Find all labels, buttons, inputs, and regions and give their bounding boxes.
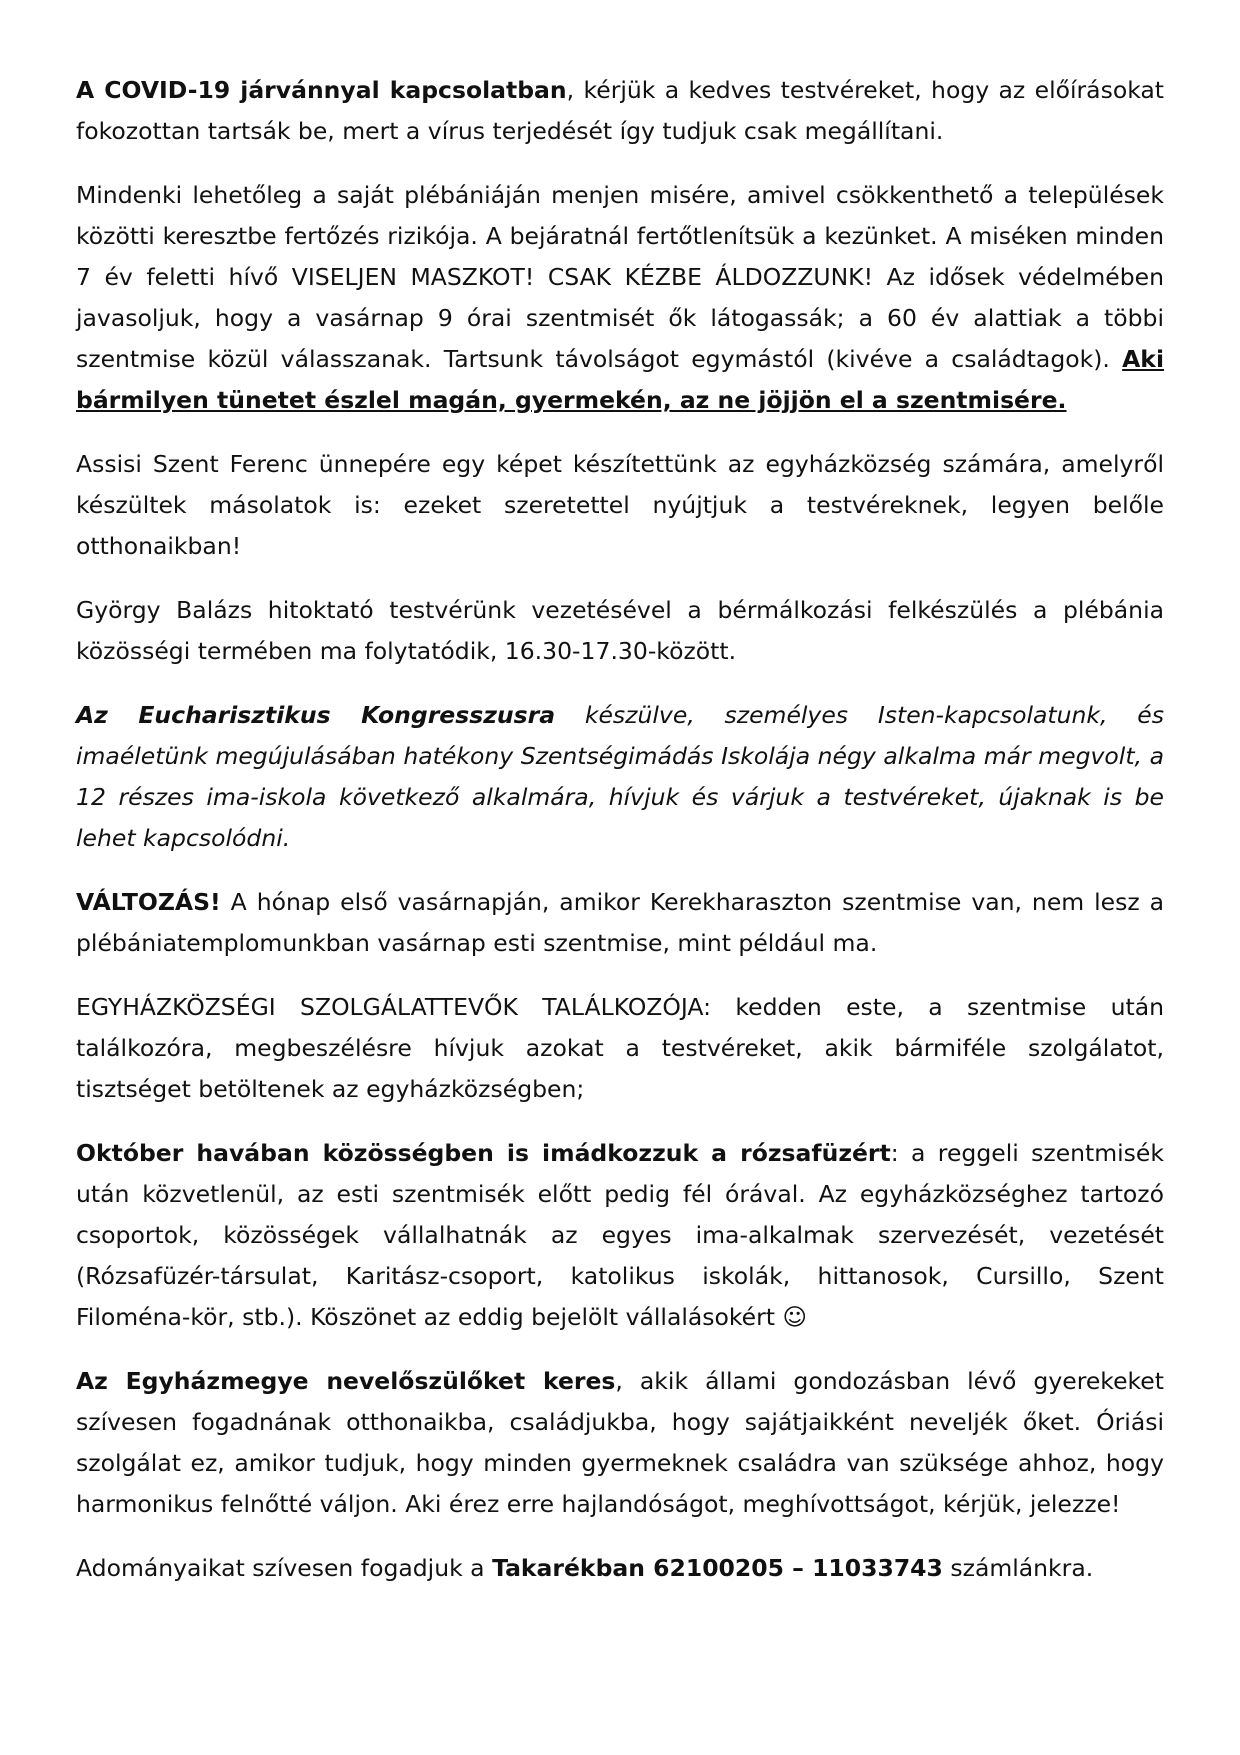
mass-rules-warning: Aki bármilyen tünetet észlel magán, gyermekén, az ne jöjjön el a szentmisére. [76,345,1164,414]
servants-meeting-text: EGYHÁZKÖZSÉGI SZOLGÁLATTEVŐK TALÁLKOZÓJA: kedden este, a szentmise után találkozóra, megbeszélésre hívjuk azokat a testvéreket, akik bármiféle szolgálatot, tisztséget betöltenek az egyházközségben; [76,993,1164,1103]
foster-heading: Az Egyházmegye nevelőszülőket keres [76,1367,616,1395]
donation-text: Adományaikat szívesen fogadjuk a [76,1554,493,1582]
foster-text: , akik állami gondozásban lévő gyerekeket szívesen fogadnának otthonaikba, családjukba, hogy sajátjaikként neveljék őket. Óriási szolgálat ez, amikor tudjuk, hogy minden gyermeknek családra van szüksége ahhoz, hogy harmonikus felnőtté váljon. Aki érez erre hajlandóságot, meghívottságot, kérjük, jelezze! [76,1367,1164,1518]
change-heading: VÁLTOZÁS! [76,888,221,916]
paragraph-covid [76,70,1164,152]
paragraph-change [76,882,1164,964]
paragraph-donation [76,1548,1164,1589]
change-text: A hónap első vasárnapján, amikor Kerekharaszton szentmise van, nem lesz a plébániatemplomunkban vasárnap esti szentmise, mint például ma. [76,888,1164,957]
donation-account: Takarékban 62100205 – 11033743 [492,1554,943,1582]
rosary-text: : a reggeli szentmisék után közvetlenül, az esti szentmisék előtt pedig fél órával. Az egyházközséghez tartozó csoportok, közösségek vállalhatnák az egyes ima-alkalmak szervezését, vezetését (Rózsafüzér-társulat, Karitász-csoport, katolikus iskolák, hittanosok, Cursillo, Szent Filoména-kör, stb.). Köszönet az eddig bejelölt vállalásokért ☺ [76,1139,1164,1331]
donation-text-end: számlánkra. [942,1554,1094,1582]
paragraph-eucharist [76,695,1164,859]
rosary-heading: Október havában közösségben is imádkozzuk a rózsafüzért [76,1139,891,1167]
covid-text: , kérjük a kedves testvéreket, hogy az előírásokat fokozottan tartsák be, mert a vírus terjedését így tudjuk csak megállítani. [76,76,1165,145]
assisi-text: Assisi Szent Ferenc ünnepére egy képet készítettünk az egyházközség számára, amelyről készültek másolatok is: ezeket szeretettel nyújtjuk a testvéreknek, legyen belőle otthonaikban! [76,450,1164,560]
eucharist-text: készülve, személyes Isten-kapcsolatunk, és imaéletünk megújulásában hatékony Szentségimádás Iskolája négy alkalma már megvolt, a 12 részes ima-iskola következő alkalmára, hívjuk és várjuk a testvéreket, újaknak is be lehet kapcsolódni. [76,701,1164,852]
paragraph-foster-parents [76,1361,1164,1525]
paragraph-confirmation [76,590,1164,672]
paragraph-servants-meeting [76,987,1164,1110]
confirmation-text: György Balázs hitoktató testvérünk vezetésével a bérmálkozási felkészülés a plébánia közösségi termében ma folytatódik, 16.30-17.30-között. [76,596,1164,665]
paragraph-mass-rules [76,175,1164,421]
mass-rules-text: Mindenki lehetőleg a saját plébániáján menjen misére, amivel csökkenthető a települések közötti keresztbe fertőzés rizikója. A bejáratnál fertőtlenítsük a kezünket. A miséken minden 7 év feletti hívő VISELJEN MASZKOT! CSAK KÉZBE ÁLDOZZUNK! Az idősek védelmében javasoljuk, hogy a vasárnap 9 órai szentmisét ők látogassák; a 60 év alattiak a többi szentmise közül válasszanak. Tartsunk távolságot egymástól (kivéve a családtagok). [76,181,1164,373]
document-page [76,70,1164,1612]
eucharist-heading: Az Eucharisztikus Kongresszusra [76,701,556,729]
covid-heading: A COVID-19 járvánnyal kapcsolatban [76,76,567,104]
paragraph-rosary [76,1133,1164,1338]
paragraph-assisi [76,444,1164,567]
